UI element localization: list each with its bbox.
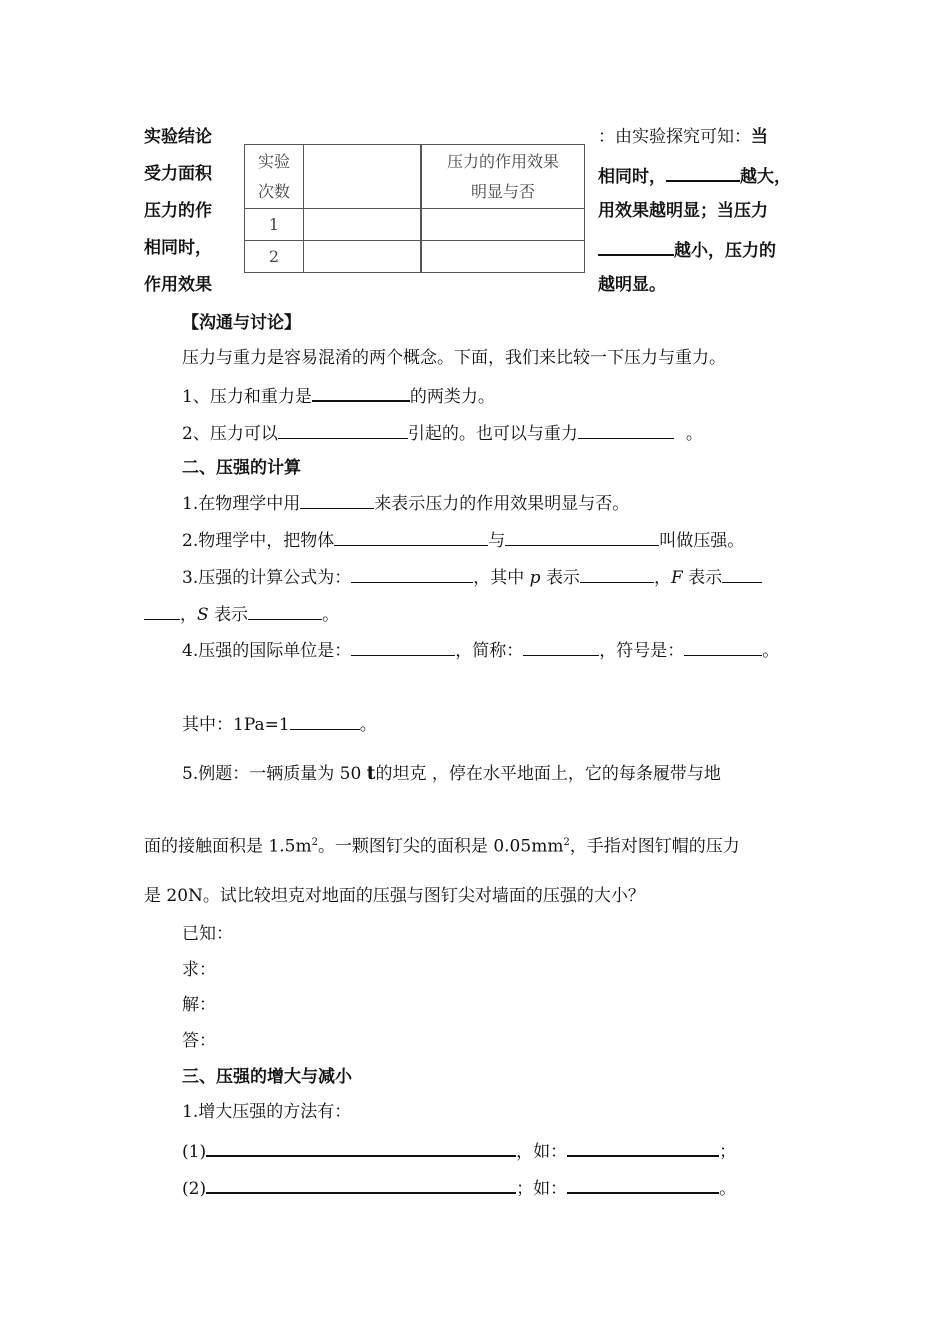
- section2-item-3-rep3: 表示: [214, 605, 249, 625]
- discussion-q2-end: 。: [685, 424, 703, 444]
- section2-item-4-end: 。: [762, 641, 780, 661]
- symbol-S: S: [197, 605, 209, 625]
- blank-s3-p[interactable]: [580, 568, 654, 583]
- left-col-line-4: 相同时，: [144, 238, 212, 258]
- blank-s3-F-part2[interactable]: [144, 605, 180, 620]
- table-header-effect-line1: 压力的作用效果: [446, 152, 559, 171]
- section2-item-3-end: 。: [322, 605, 340, 625]
- blank-s4-symbol[interactable]: [684, 641, 762, 656]
- discussion-q2: [182, 424, 703, 443]
- example-line-2-c: ，手指对图钉帽的压力: [569, 836, 740, 857]
- superscript-2b: 2: [563, 837, 570, 848]
- right-col-line-5: 越明显。: [598, 275, 666, 295]
- example-line-2-b: 。一颗图钉尖的面积是 0.05mm: [317, 836, 564, 857]
- example-line-1-a: 5.例题：一辆质量为 50: [182, 764, 362, 784]
- symbol-p: p: [529, 568, 541, 588]
- section3-heading: 三、压强的增大与减小: [182, 1067, 352, 1087]
- symbol-F: F: [670, 568, 683, 588]
- known-label: 已知：: [182, 924, 233, 944]
- section3-item-2-eg: ；如：: [516, 1179, 568, 1199]
- right-col-line-1-bold: 当: [751, 127, 768, 147]
- example-line-2: [144, 838, 740, 856]
- discussion-q2-mid: 引起的。也可以与重力: [407, 424, 578, 444]
- blank-s1[interactable]: [300, 494, 374, 509]
- table-header-trial-line1: 实验: [257, 151, 290, 171]
- blank-example-2[interactable]: [567, 1178, 719, 1194]
- section2-item-1-text: 1.在物理学中用: [182, 494, 301, 514]
- blank-example-1[interactable]: [567, 1141, 719, 1157]
- blank-s3-formula[interactable]: [351, 568, 473, 583]
- section2-item-2: [182, 531, 744, 550]
- table-row-2-cell-2: [304, 241, 421, 273]
- right-col-line-2-end: 越大，: [740, 167, 791, 187]
- table-header-trial: [245, 145, 304, 209]
- answer-label: 答：: [182, 1031, 216, 1051]
- table-row-1-num: 1: [245, 209, 304, 241]
- discussion-q1-text: 1、压力和重力是: [182, 387, 312, 407]
- example-line-2-a: 面的接触面积是 1.5m: [144, 836, 312, 857]
- blank-q1[interactable]: [312, 386, 410, 402]
- section2-heading: 二、压强的计算: [182, 458, 301, 478]
- right-col-line-4: [598, 240, 776, 260]
- blank-s2-b[interactable]: [505, 531, 659, 546]
- left-col-line-2: 受力面积: [144, 164, 212, 184]
- right-col-line-1-text: ：由实验探究可知：: [598, 127, 751, 147]
- find-label: 求：: [182, 960, 216, 980]
- discussion-q2-text: 2、压力可以: [182, 424, 278, 444]
- section2-item-3-text: 3.压强的计算公式为：: [182, 568, 352, 588]
- experiment-table: [244, 144, 585, 273]
- section2-item-3-rep2: 表示: [688, 568, 723, 588]
- section2-item-1-end: 来表示压力的作用效果明显与否。: [374, 494, 630, 514]
- section2-item-2-text: 2.物理学中，把物体: [182, 531, 335, 551]
- example-line-1: [182, 764, 721, 783]
- superscript-2a: 2: [311, 837, 318, 848]
- pa-definition-text: 其中：1Pa=1: [182, 715, 290, 735]
- blank-area-same[interactable]: [666, 166, 740, 182]
- right-col-line-4-text: 越小，压力的: [674, 241, 776, 261]
- section3-item-1-end: ；: [719, 1142, 737, 1162]
- blank-q2-b[interactable]: [578, 424, 674, 439]
- discussion-intro: 压力与重力是容易混淆的两个概念。下面，我们来比较一下压力与重力。: [182, 348, 726, 368]
- section2-item-2-end: 叫做压强。: [659, 531, 745, 551]
- blank-q2-a[interactable]: [278, 424, 408, 439]
- table-row-1-cell-2: [304, 209, 421, 241]
- section3-item-2-end: 。: [719, 1179, 737, 1199]
- section2-item-1: [182, 494, 629, 513]
- section3-item-1: [182, 1141, 736, 1161]
- section3-item-1-eg: ，如：: [516, 1142, 568, 1162]
- right-col-line-2-text: 相同时，: [598, 167, 666, 187]
- blank-force-same[interactable]: [598, 240, 674, 256]
- section2-item-4-symbol: ，符号是：: [599, 641, 685, 661]
- example-line-1-b: 的坦克 ，停在水平地面上，它的每条履带与地: [375, 764, 721, 784]
- right-col-line-3: 用效果越明显；当压力: [598, 201, 768, 221]
- section2-item-2-and: 与: [488, 531, 506, 551]
- section2-item-3-rep1: 表示: [545, 568, 580, 588]
- blank-s2-a[interactable]: [334, 531, 488, 546]
- solve-label: 解：: [182, 995, 216, 1015]
- blank-s4-short[interactable]: [523, 641, 599, 656]
- blank-s3-F-part1[interactable]: [722, 568, 762, 583]
- example-unit-t: t: [366, 762, 376, 784]
- left-col-line-5: 作用效果: [144, 275, 212, 295]
- table-header-cell-2: [304, 145, 421, 209]
- section2-item-3-among: ，其中: [473, 568, 525, 588]
- section2-item-3-comma2: ，: [180, 605, 197, 625]
- table-header-effect-line2: 明显与否: [470, 182, 535, 201]
- discussion-q1-end: 的两类力。: [409, 387, 495, 407]
- table-row-2-num: 2: [245, 241, 304, 273]
- blank-s3-S[interactable]: [248, 605, 322, 620]
- section3-item-2-num: (2): [182, 1179, 207, 1199]
- blank-pa[interactable]: [290, 715, 360, 730]
- section2-item-3: [182, 568, 762, 587]
- table-row-2-cell-4: [422, 241, 585, 273]
- right-col-line-1: [598, 129, 768, 146]
- section2-item-4-short: ，简称：: [455, 641, 524, 661]
- left-col-line-3: 压力的作: [144, 201, 212, 221]
- discussion-q1: [182, 386, 495, 406]
- pa-definition-end: 。: [359, 715, 377, 735]
- section3-method-intro: 1.增大压强的方法有：: [182, 1102, 352, 1122]
- section2-item-3-cont: [144, 605, 339, 624]
- section2-item-4-text: 4.压强的国际单位是：: [182, 641, 352, 661]
- discussion-heading: 【沟通与讨论】: [182, 313, 301, 333]
- blank-method-1[interactable]: [206, 1141, 516, 1157]
- right-col-line-2: [598, 166, 791, 186]
- section2-pa-definition: [182, 715, 377, 734]
- table-header-effect: [422, 145, 585, 209]
- section3-item-1-num: (1): [182, 1142, 207, 1162]
- blank-s4-unit[interactable]: [351, 641, 455, 656]
- table-row-1-cell-4: [422, 209, 585, 241]
- section3-item-2: [182, 1178, 736, 1198]
- blank-method-2[interactable]: [206, 1178, 516, 1194]
- example-line-3: 是 20N。试比较坦克对地面的压强与图钉尖对墙面的压强的大小？: [144, 886, 645, 906]
- left-col-line-1: 实验结论: [144, 127, 212, 147]
- section2-item-4: [182, 641, 779, 660]
- section2-item-3-comma: ，: [653, 568, 671, 588]
- table-header-trial-line2: 次数: [257, 181, 290, 201]
